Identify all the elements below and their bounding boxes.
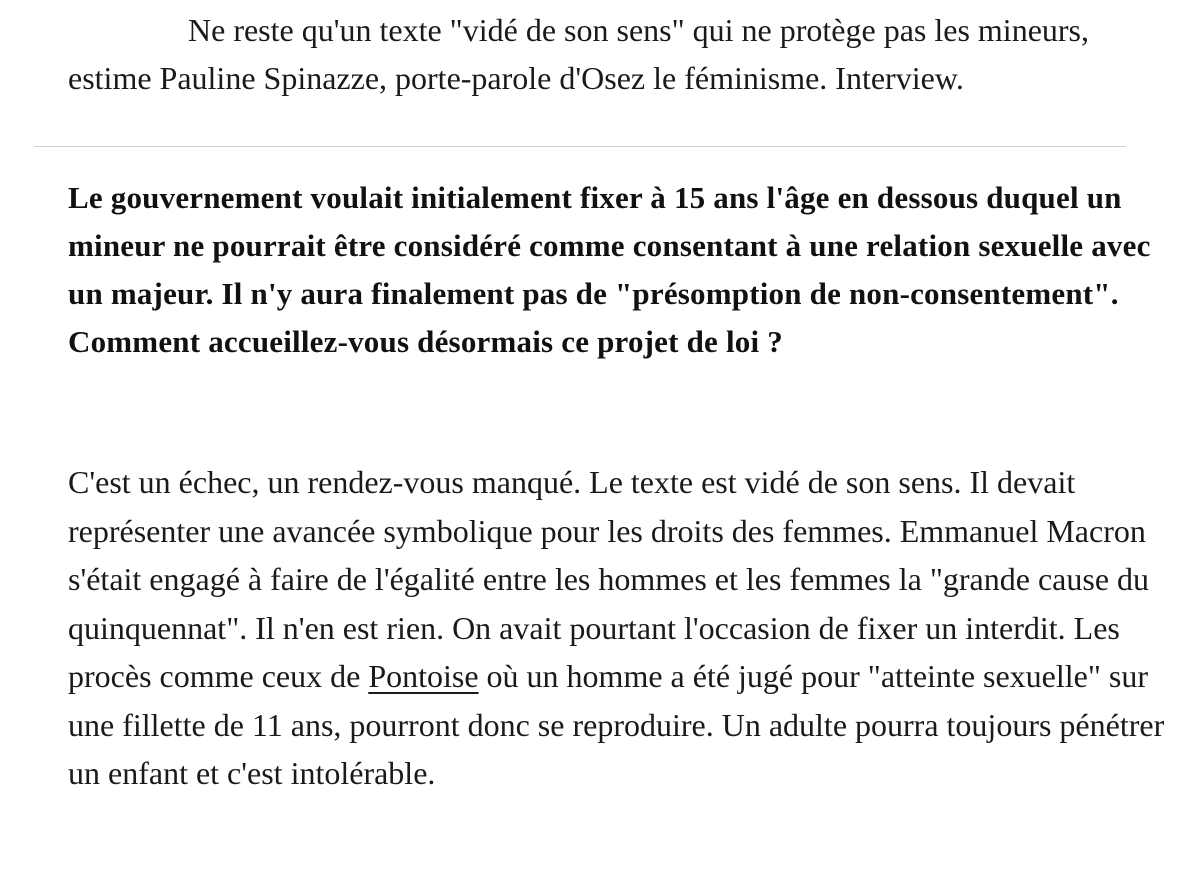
answer-text-start: C'est un échec, un rendez-vous manqué. Le texte est vidé de son sens. Il devait représenter une avancée symbolique pour les droits des femmes. Emmanuel Macron s'était engagé à faire de l'égalité entre les hommes et les femmes la "grande cause du quinquennat". Il n'en est rien. On avait pourtant l'occasion de fixer un interdit. Les procès comme ceux de: [68, 464, 1150, 694]
pontoise-link[interactable]: Pontoise: [368, 658, 479, 694]
article-lead: Ne reste qu'un texte "vidé de son sens" qui ne protège pas les mineurs, estime Pauline Spinazze, porte-parole d'Osez le féminisme. Interview.: [68, 12, 1089, 96]
interview-question: Le gouvernement voulait initialement fixer à 15 ans l'âge en dessous duquel un mineur ne pourrait être considéré comme consentant à une relation sexuelle avec un majeur. Il n'y aura finalement pas de "présomption de non-consentement". Comment accueillez-vous désormais ce projet de loi ?: [68, 180, 1151, 359]
section-divider: [34, 146, 1126, 147]
interview-answer: [68, 458, 1178, 798]
answer-text-end: où un homme a été jugé pour "atteinte sexuelle" sur une fillette de 11 ans, pourront donc se reproduire. Un adulte pourra toujours pénétrer un enfant et c'est intolérable.: [68, 658, 1165, 791]
